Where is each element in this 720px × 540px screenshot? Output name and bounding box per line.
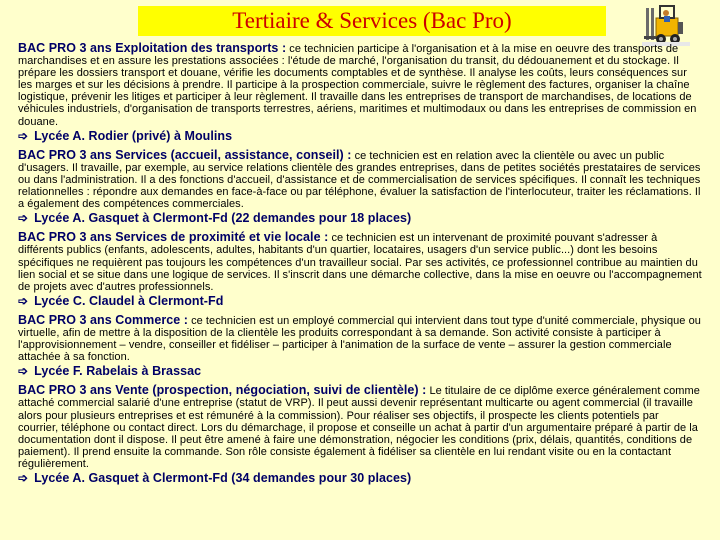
program-description: ce technicien participe à l'organisation et à la mise en oeuvre des transports de marchandises et en assure les prestations associées : l'étude de marché, l'organisation du transit, du dédouanement et du stockage. Il prépare les dossiers transport et douane, vérifie les documents comptables et de synthèse. Il analyse les coûts, leurs conséquences sur les marges et sur les décisions à prendre. Il participe à la prospection commerciale, suivre le règlement des factures, organiser la chaîne logistique, prévenir les litiges et participer à leur règlement. Il travaille dans les entreprises de transport de marchandises, de locations de véhicules industriels, d'organisation de transports terrestres, aériens, maritimes et multimodaux ou dans les entreprises de commission en douane. [18, 43, 697, 128]
program-section [18, 231, 702, 307]
program-section [18, 42, 702, 142]
program-paragraph [18, 149, 702, 210]
school-line [18, 295, 702, 307]
program-description: ce technicien est un employé commercial qui intervient dans tout type d'unité commerciale, physique ou virtuelle, afin de mettre à la disposition de la clientèle les produits correspondant à sa demande. Son activité consiste à participer à l'approvisionnement – vendre, conseiller et fidéliser – participer à l'animation de la surface de vente – assurer la gestion commerciale attachée à sa fonction. [18, 314, 701, 364]
arrow-right-icon: ➩ [18, 128, 29, 143]
program-section [18, 384, 702, 484]
school-name: Lycée C. Claudel à Clermont-Fd [34, 293, 224, 308]
program-name: BAC PRO 3 ans Vente (prospection, négociation, suivi de clientèle) : [18, 383, 427, 398]
school-name: Lycée A. Gasquet à Clermont-Fd (22 demandes pour 18 places) [34, 211, 412, 226]
program-section [18, 149, 702, 225]
program-name: BAC PRO 3 ans Services de proximité et vie locale : [18, 230, 329, 245]
arrow-right-icon: ➩ [18, 211, 29, 226]
program-section [18, 314, 702, 377]
program-name: BAC PRO 3 ans Services (accueil, assistance, conseil) : [18, 147, 352, 162]
school-line [18, 365, 702, 377]
program-paragraph [18, 231, 702, 292]
school-line [18, 472, 702, 484]
arrow-right-icon: ➩ [18, 364, 29, 379]
school-name: Lycée F. Rabelais à Brassac [34, 364, 202, 379]
school-name: Lycée A. Rodier (privé) à Moulins [34, 128, 233, 143]
school-line [18, 212, 702, 224]
program-description: ce technicien est en relation avec la clientèle ou avec un public d'usagers. Il travaille, par exemple, au service relations clientèle des grandes entreprises, dans de petites sociétés prestataires de services ou dans l'administration. Il a des fonctions d'accueil, d'assistance et de commercialisation de services spécifiques. Il connaît les techniques relationnelles : répondre aux demandes en face-à-face ou par téléphone, évaluer la satisfaction de l'interlocuteur, traiter les réclamations. Il a également des compétences commerciales. [18, 149, 701, 211]
program-name: BAC PRO 3 ans Commerce : [18, 312, 188, 327]
program-description: ce technicien est un intervenant de proximité pouvant s'adresser à différents publics (enfants, adolescents, adultes, habitants d'un quartier, locataires, usagers d'un service public...) dont les besoins spécifiques ne requièrent pas toujours les compétences d'un travailleur social. Par ses activités, ce professionnel contribue au maintien du lien social et se situe dans une logique de services. Il s'inscrit dans une démarche collective, dans la mise en oeuvre ou l'accompagnement de projets avec d'autres professionnels. [18, 232, 702, 293]
program-description: Le titulaire de ce diplôme exerce généralement comme attaché commercial salarié d'une entreprise (statut de VRP). Il peut aussi devenir représentant multicarte ou agent commercial (il travaille alors pour plusieurs entreprises et est rémunéré à la commission). Pour réaliser ses objectifs, il prospecte les clients potentiels par courrier, téléphone ou contact direct. Lors du démarchage, il propose et conseille un achat à partir d'un argumentaire préparé à partir de la documentation dont il dispose. Il peut être amené à faire une démonstration, négocier les conditions (prix, délais, quantités, conditions de paiement). Il prend ensuite la commande. Son rôle consiste également à fidéliser sa clientèle en lui rendant visite ou en la contactant régulièrement. [18, 385, 700, 470]
program-paragraph [18, 42, 702, 128]
school-name: Lycée A. Gasquet à Clermont-Fd (34 demandes pour 30 places) [34, 471, 412, 485]
program-paragraph [18, 314, 702, 363]
school-line [18, 130, 702, 142]
program-paragraph [18, 384, 702, 470]
arrow-right-icon: ➩ [18, 293, 29, 308]
programs-list [18, 42, 702, 491]
arrow-right-icon: ➩ [18, 471, 29, 485]
program-name: BAC PRO 3 ans Exploitation des transports : [18, 41, 287, 55]
page-title: Tertiaire & Services (Bac Pro) [138, 6, 606, 36]
